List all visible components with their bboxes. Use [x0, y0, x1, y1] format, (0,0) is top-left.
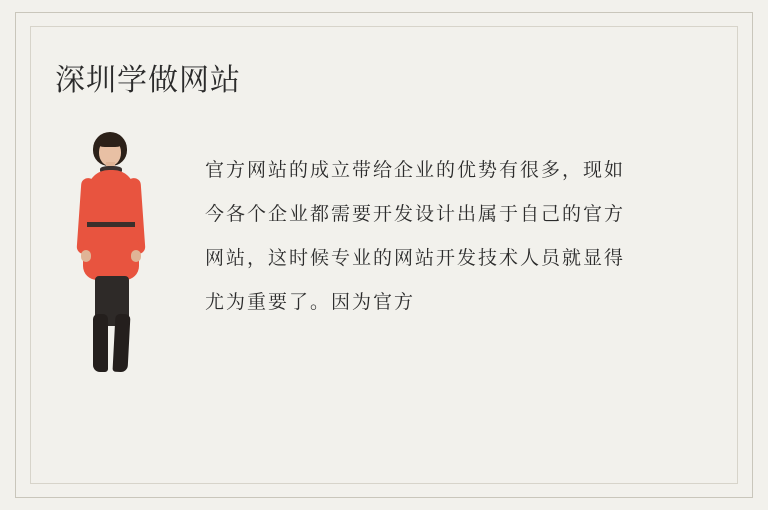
- belt-shape: [87, 222, 135, 227]
- document-content: [55, 50, 713, 460]
- woman-in-red-dress-photo: [55, 130, 175, 375]
- article-body: [55, 130, 713, 375]
- body-paragraph: 官方网站的成立带给企业的优势有很多，现如今各个企业都需要开发设计出属于自己的官方网站，这时候专业的网站开发技术人员就显得尤为重要了。因为官方: [205, 160, 626, 313]
- right-hand-shape: [131, 250, 141, 262]
- left-hand-shape: [81, 250, 91, 262]
- right-boot-shape: [112, 314, 130, 373]
- left-boot-shape: [93, 314, 108, 372]
- fringe-shape: [97, 134, 123, 147]
- page-title: 深圳学做网站: [55, 64, 241, 97]
